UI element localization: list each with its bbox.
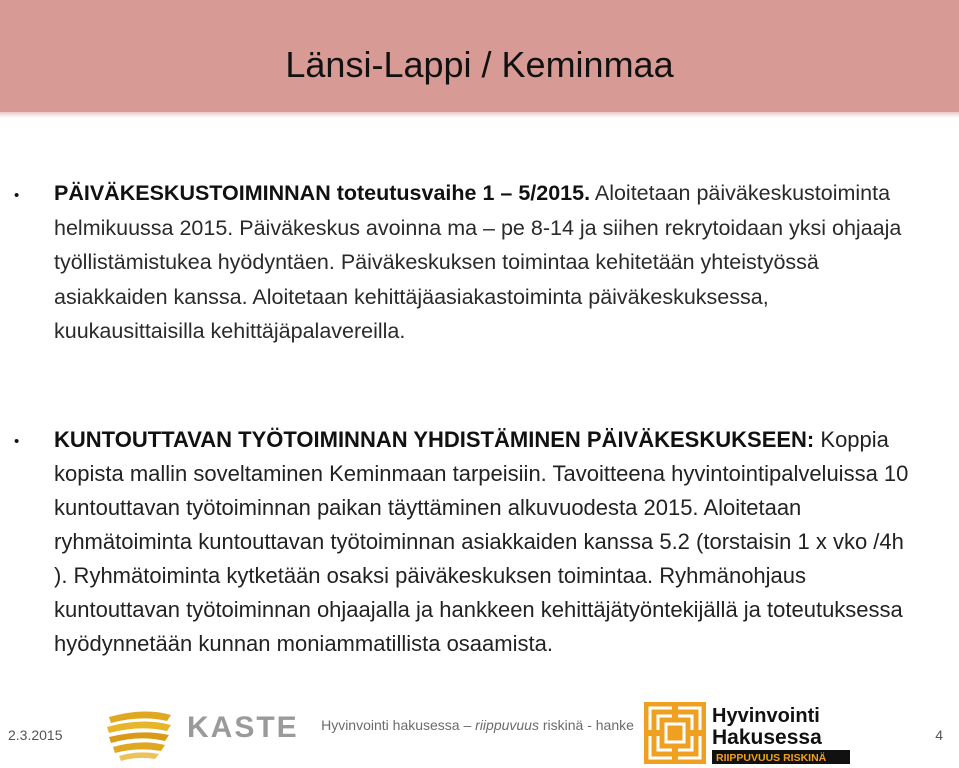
bullet-text-2 bbox=[54, 423, 914, 661]
bullet-dot: • bbox=[14, 187, 20, 204]
bullet-heading-2: KUNTOUTTAVAN TYÖTOIMINNAN YHDISTÄMINEN PÄIVÄKESKUKSEEN: bbox=[54, 427, 815, 452]
kaste-swoosh-icon bbox=[107, 711, 171, 761]
maze-icon bbox=[644, 702, 706, 764]
bullet-body-1: Aloitetaan päiväkeskustoiminta helmikuussa 2015. Päiväkeskus avoinna ma – pe 8-14 ja siihen rekrytoidaan yksi ohjaaja työllistämistukea hyödyntäen. Päiväkeskuksen toimintaa kehitetään yhteistyössä asiakkaiden kanssa. Aloitetaan kehittäjäasiakastoiminta päiväkeskuksessa, kuukausittaisilla kehittäjäpalavereilla. bbox=[54, 181, 902, 343]
bullet-heading-1: PÄIVÄKESKUSTOIMINNAN toteutusvaihe 1 – 5/2015. bbox=[54, 181, 591, 205]
bullet-text-1 bbox=[54, 176, 914, 349]
title-band-shadow bbox=[0, 112, 959, 118]
kaste-logo bbox=[105, 703, 315, 763]
footer-text-italic: riippuvuus bbox=[475, 717, 539, 733]
bullet-item-2 bbox=[14, 423, 914, 661]
logo-line-2: Hakusessa bbox=[712, 726, 822, 749]
hyvinvointi-hakusessa-logo bbox=[642, 700, 854, 766]
footer-project-name bbox=[320, 714, 635, 737]
footer-text-part1: Hyvinvointi hakusessa – bbox=[321, 717, 472, 733]
kaste-wordmark: KASTE bbox=[187, 711, 299, 744]
page-number: 4 bbox=[935, 727, 943, 743]
slide-title: Länsi-Lappi / Keminmaa bbox=[285, 44, 674, 85]
footer-text-part2: riskinä - hanke bbox=[542, 717, 634, 733]
bullet-body-2: Koppia kopista mallin soveltaminen Keminmaan tarpeisiin. Tavoitteena hyvintointipalveluissa 10 kuntouttavan työtoiminnan paikan täyttäminen alkuvuodesta 2015. Aloitetaan ryhmätoiminta kuntouttavan työtoiminnan asiakkaiden kanssa 5.2 (torstaisin 1 x vko /4h ). Ryhmätoiminta kytketään osaksi päiväkeskuksen toimintaa. Ryhmänohjaus kuntouttavan työtoiminnan ohjaajalla ja hankkeen kehittäjätyöntekijällä ja toteutuksessa hyödynnetään kunnan moniammatillista osaamista. bbox=[54, 427, 909, 656]
bullet-dot: • bbox=[14, 433, 20, 450]
logo-line-1: Hyvinvointi bbox=[712, 705, 820, 727]
bullet-item-1 bbox=[14, 176, 914, 349]
logo-line-3: RIIPPUVUUS RISKINÄ bbox=[716, 752, 827, 764]
footer-date: 2.3.2015 bbox=[8, 727, 63, 743]
